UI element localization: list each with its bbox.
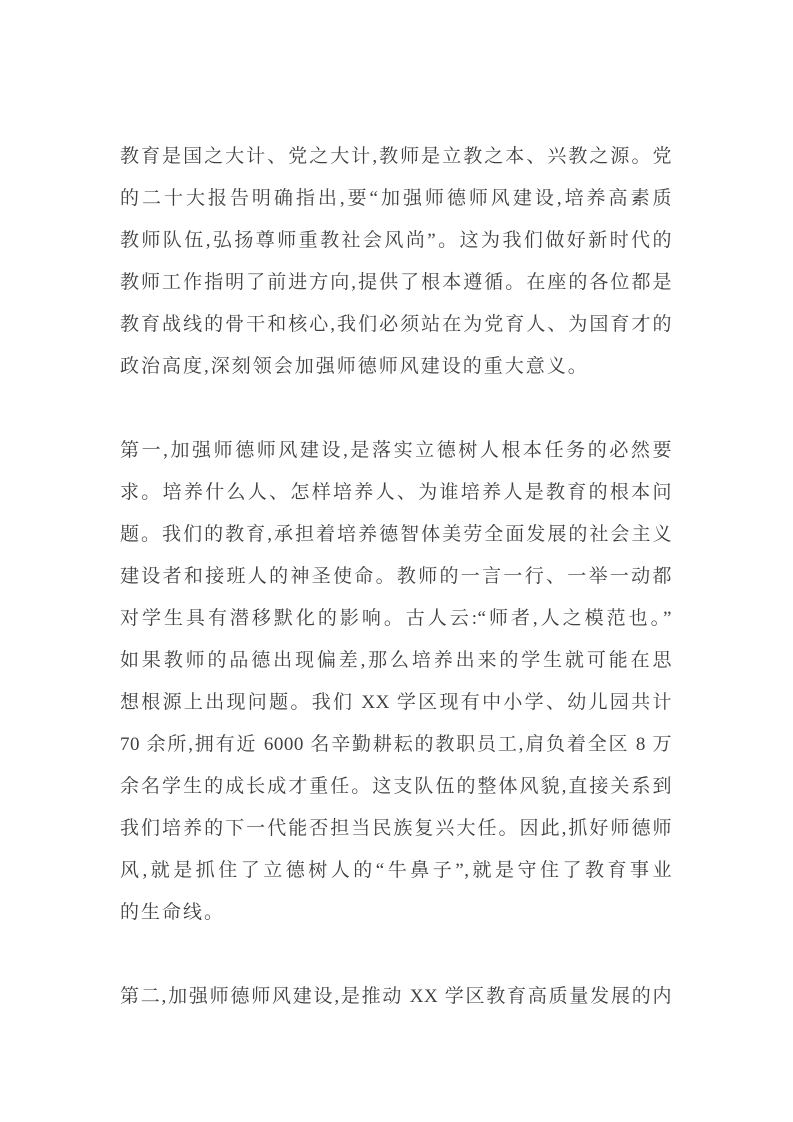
text-line: 余名学生的成长成才重任。这支队伍的整体风貌,直接关系到 [120,776,672,797]
text-line: 的二十大报告明确指出,要“加强师德师风建设,培养高素质 [120,188,672,209]
text-line: 教育是国之大计、党之大计,教师是立教之本、兴教之源。党 [120,146,672,167]
text-line: 如果教师的品德出现偏差,那么培养出来的学生就可能在思 [120,650,672,671]
text-line: 70 余所,拥有近 6000 名辛勤耕耘的教职员工,肩负着全区 8 万 [120,734,672,755]
text-line: 第二,加强师德师风建设,是推动 XX 学区教育高质量发展的内 [120,986,672,1007]
text-line: 想根源上出现问题。我们 XX 学区现有中小学、幼儿园共计 [120,692,672,713]
text-line: 建设者和接班人的神圣使命。教师的一言一行、一举一动都 [120,566,672,587]
text-line: 题。我们的教育,承担着培养德智体美劳全面发展的社会主义 [120,524,672,545]
text-line: 教师工作指明了前进方向,提供了根本遵循。在座的各位都是 [120,272,672,293]
text-line: 我们培养的下一代能否担当民族复兴大任。因此,抓好师德师 [120,818,672,839]
paragraph-point-two [120,976,672,1018]
text-line: 风,就是抓住了立德树人的“牛鼻子”,就是守住了教育事业 [120,860,672,881]
text-line: 对学生具有潜移默化的影响。古人云:“师者,人之模范也。” [120,608,672,629]
text-line: 第一,加强师德师风建设,是落实立德树人根本任务的必然要 [120,440,672,461]
text-line: 求。培养什么人、怎样培养人、为谁培养人是教育的根本问 [120,482,672,503]
text-line: 教师队伍,弘扬尊师重教社会风尚”。这为我们做好新时代的 [120,230,672,251]
paragraph-intro [120,136,672,388]
paragraph-point-one [120,430,672,934]
text-line: 的生命线。 [120,902,226,923]
text-line: 政治高度,深刻领会加强师德师风建设的重大意义。 [120,356,589,377]
text-line: 教育战线的骨干和核心,我们必须站在为党育人、为国育才的 [120,314,672,335]
